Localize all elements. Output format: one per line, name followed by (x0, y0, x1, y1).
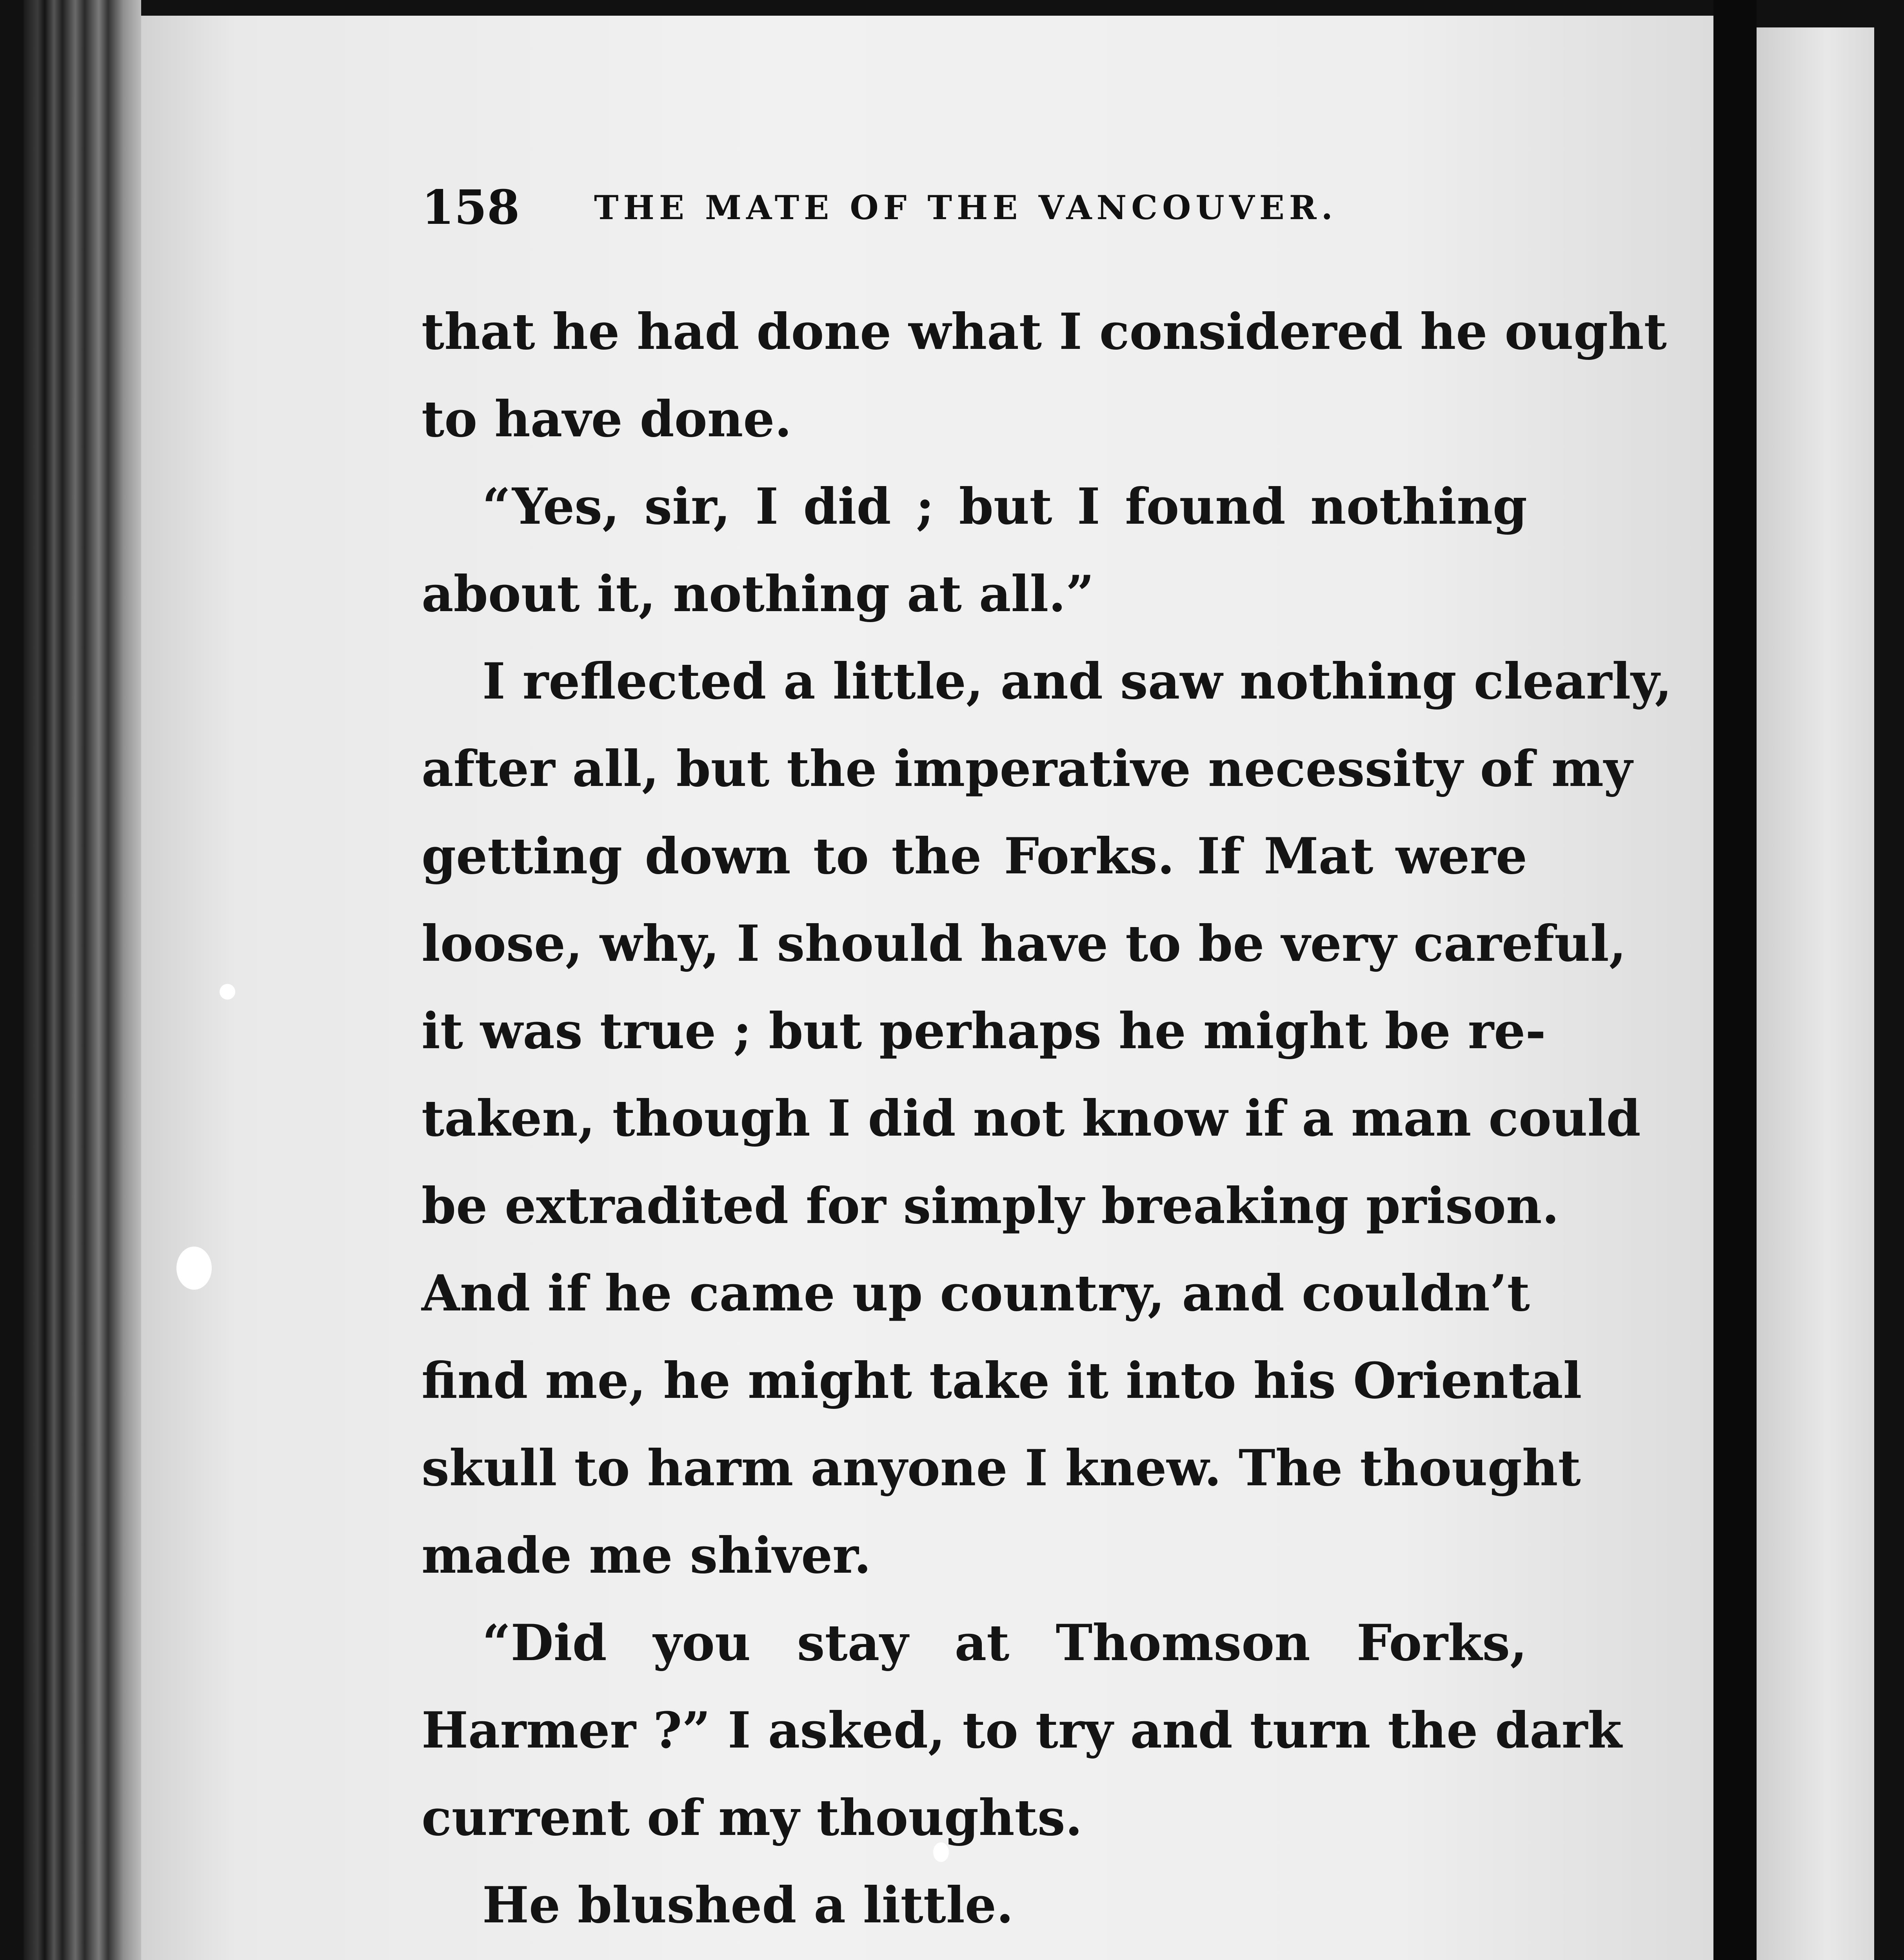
book-binding-edge (24, 0, 141, 1960)
text-line: And if he came up country, and couldn’t (421, 1264, 1530, 1322)
text-line: taken, though I did not know if a man could (421, 1089, 1641, 1147)
text-line: about it, nothing at all.” (421, 565, 1094, 623)
text-line: it was true ; but perhaps he might be re- (421, 1002, 1546, 1060)
page-number: 158 (421, 180, 520, 235)
scan-speck (220, 984, 235, 1000)
text-line: made me shiver. (421, 1526, 871, 1584)
text-line: current of my thoughts. (421, 1789, 1083, 1847)
text-line: be extradited for simply breaking prison. (421, 1177, 1559, 1235)
text-line: getting down to the Forks. If Mat were (421, 827, 1527, 885)
text-line: I reflected a little, and saw nothing clearly, (482, 652, 1672, 710)
adjacent-page-edge (1757, 27, 1874, 1960)
page-header (421, 176, 1535, 239)
body-text (421, 288, 1672, 1960)
scan-speck (176, 1247, 212, 1290)
text-line: find me, he might take it into his Oriental (421, 1352, 1582, 1410)
text-line (421, 1949, 1527, 1960)
text-line: He blushed a little. (482, 1876, 1014, 1934)
text-line: loose, why, I should have to be very careful, (421, 915, 1626, 973)
text-line: that he had done what I considered he ought (421, 303, 1667, 361)
text-line: “Did you stay at Thomson Forks, (482, 1614, 1527, 1672)
running-title: THE MATE OF THE VANCOUVER. (594, 188, 1337, 227)
text-line: after all, but the imperative necessity of my (421, 740, 1633, 798)
text-line: skull to harm anyone I knew. The thought (421, 1439, 1581, 1497)
text-line: “Yes, sir, I did ; but I found nothing (482, 477, 1527, 535)
text-line: to have done. (421, 390, 792, 448)
page-gutter (1713, 0, 1757, 1960)
text-line: Harmer ?” I asked, to try and turn the dark (421, 1701, 1622, 1759)
